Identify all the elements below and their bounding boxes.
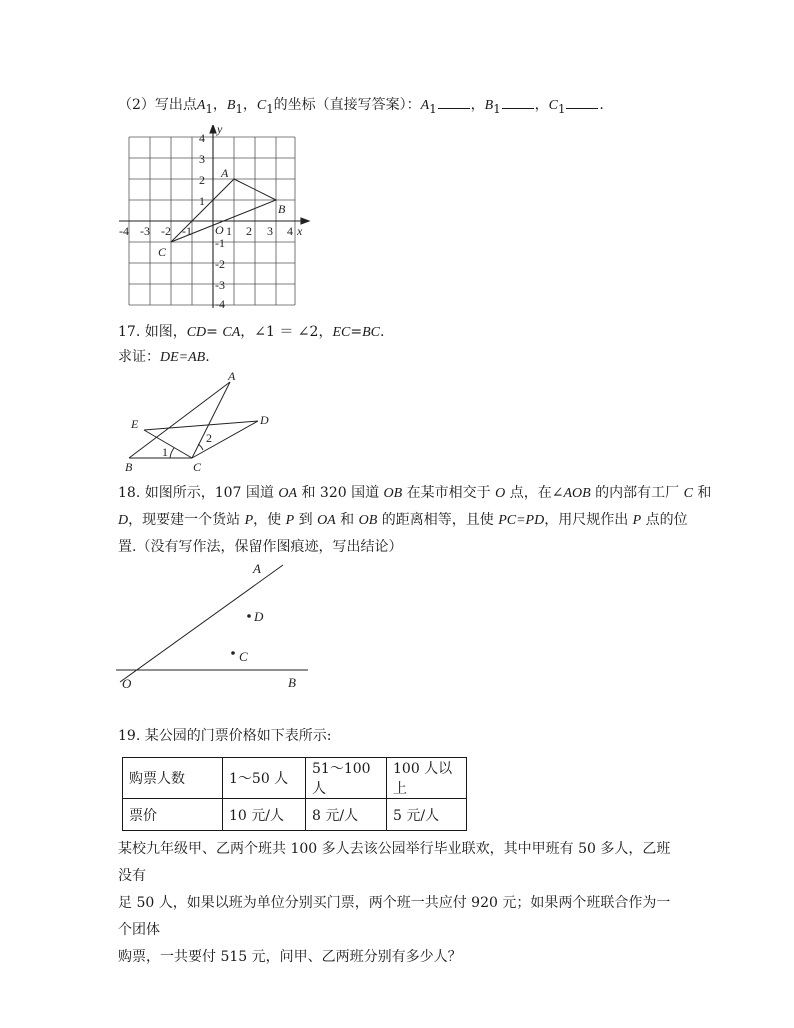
table-cell: 1～50 人 <box>223 758 306 799</box>
y-tick: 2 <box>199 173 205 187</box>
text: ，用尺规作出 <box>544 512 633 528</box>
text: 点的位 <box>641 512 688 528</box>
fig17-label-e: E <box>131 417 139 431</box>
prove-label: 求证： <box>118 349 160 365</box>
q17-line <box>118 321 384 341</box>
fig18-label-c: C <box>239 649 248 664</box>
q18-line-3 <box>118 536 402 556</box>
y-tick: 3 <box>199 152 205 166</box>
fig17-label-c: C <box>193 460 202 474</box>
point-p: P <box>244 513 254 528</box>
x-tick: -4 <box>119 224 129 238</box>
x-tick: -3 <box>140 224 150 238</box>
road-oa: OA <box>317 513 336 528</box>
point-p: P <box>285 513 295 528</box>
end-dot: . <box>379 324 385 340</box>
q17-number: 17. 如图， <box>118 324 187 340</box>
x-tick: 4 <box>287 224 293 238</box>
point-o: O <box>495 486 506 501</box>
y-axis-label: y <box>217 125 223 136</box>
y-tick: 1 <box>199 194 205 208</box>
sep: ， <box>240 324 255 340</box>
text: 和 320 国道 <box>297 485 384 501</box>
prove-goal: DE=AB <box>160 350 206 365</box>
table-row <box>123 799 467 831</box>
pt-b: B <box>226 98 236 113</box>
answer-blank-a1[interactable] <box>438 96 470 109</box>
fig18-label-o: O <box>122 676 132 691</box>
sep: ， <box>470 97 485 113</box>
para-line: 足 50 人，如果以班为单位分别买门票，两个班一共应付 920 元；如果两个班联合作为一个团体 <box>118 895 671 938</box>
fig17-label-a: A <box>228 370 236 383</box>
coordinate-grid-figure <box>115 125 315 310</box>
answer-blank-b1[interactable] <box>502 96 534 109</box>
fig17-label-b: B <box>125 460 133 474</box>
y-tick: -1 <box>215 236 225 250</box>
pt-a: A <box>196 98 206 113</box>
point-c-label: C <box>158 245 167 259</box>
fig17-label-d: D <box>260 413 269 427</box>
y-tick: -3 <box>215 278 225 292</box>
sep: ， <box>534 97 549 113</box>
sub-1: 1 <box>235 101 243 116</box>
q17-prove-line <box>118 346 210 366</box>
q18-figure <box>112 560 312 695</box>
q16-mid: 的坐标（直接写答案）： <box>273 97 421 113</box>
cond-pc-pd: PC=PD <box>498 513 545 528</box>
ticket-price-table <box>122 757 467 831</box>
fig18-label-a: A <box>253 561 261 576</box>
road-ob: OB <box>383 486 403 501</box>
x-tick: 2 <box>246 224 252 238</box>
fig17-angle-1: 1 <box>162 445 168 459</box>
x-tick: 1 <box>226 224 232 238</box>
table-cell: 票价 <box>123 799 223 831</box>
text: 18. 如图所示，107 国道 <box>118 485 279 501</box>
x-tick: -2 <box>161 224 171 238</box>
x-axis-label: x <box>297 224 303 238</box>
text: 置.（没有写作法，保留作图痕迹，写出结论） <box>118 539 403 555</box>
fig18-label-d: D <box>254 609 264 624</box>
sub-1: 1 <box>266 101 274 116</box>
table-cell: 51～100 人 <box>306 758 387 799</box>
end-dot: . <box>205 349 210 365</box>
eq: = <box>206 324 223 340</box>
text: 到 <box>294 512 318 528</box>
answer-blank-c1[interactable] <box>566 96 598 109</box>
sub-1: 1 <box>493 101 501 116</box>
x-tick: -1 <box>182 224 192 238</box>
angle-aob: AOB <box>563 486 591 501</box>
seg-ca: CA <box>222 325 241 340</box>
y-tick: 4 <box>199 131 205 145</box>
road-ob: OB <box>358 513 378 528</box>
q18-line-2 <box>118 509 688 529</box>
text: 和 <box>692 485 712 501</box>
q16-prefix: （2）写出点 <box>118 97 197 113</box>
fig17-angle-2: 2 <box>206 431 212 445</box>
ans-b-label: B <box>484 98 494 113</box>
seg-cd: CD <box>186 325 207 340</box>
sep: ， <box>242 97 257 113</box>
end-dot: . <box>599 97 604 113</box>
point-b-label: B <box>278 202 286 216</box>
axes <box>119 125 309 308</box>
eq: = <box>350 324 363 340</box>
text: ，使 <box>253 512 286 528</box>
seg-ec: EC <box>332 325 351 340</box>
table-cell: 8 元/人 <box>306 799 387 831</box>
ans-c-label: C <box>548 98 558 113</box>
seg-bc: BC <box>362 325 380 340</box>
text: 和 <box>335 512 359 528</box>
x-tick: 3 <box>267 224 273 238</box>
q16-part2-line <box>118 94 604 116</box>
fig18-label-b: B <box>288 675 296 690</box>
text: 的距离相等，且使 <box>377 512 499 528</box>
angle-cond: ∠1 ＝ ∠2 <box>254 324 319 340</box>
point-c: C <box>683 486 693 501</box>
text: 点，在∠ <box>505 485 564 501</box>
text: ，现要建一个货站 <box>128 512 245 528</box>
para-line: 购票，一共要付 515 元，问甲、乙两班分别有多少人？ <box>118 949 462 965</box>
sub-1: 1 <box>429 101 437 116</box>
pt-c: C <box>256 98 267 113</box>
table-cell: 100 人以上 <box>387 758 467 799</box>
sub-1: 1 <box>205 101 213 116</box>
text: 的内部有工厂 <box>590 485 684 501</box>
point-p: P <box>632 513 642 528</box>
point-c-dot <box>231 651 235 655</box>
origin-label: O <box>215 223 224 237</box>
point-a-label: A <box>221 166 229 180</box>
ans-a-label: A <box>420 98 430 113</box>
road-oa: OA <box>278 486 298 501</box>
y-tick: -2 <box>215 257 225 271</box>
sub-1: 1 <box>557 101 566 116</box>
para-line: 某校九年级甲、乙两个班共 100 多人去该公园举行毕业联欢，其中甲班有 50 多人，乙班没有 <box>118 841 671 884</box>
sep: ， <box>212 97 227 113</box>
table-cell: 10 元/人 <box>223 799 306 831</box>
table-row <box>123 758 467 799</box>
point-d-dot <box>247 614 251 618</box>
text: 在某市相交于 <box>402 485 496 501</box>
point-d: D <box>118 513 129 528</box>
q17-figure <box>120 370 280 475</box>
text: 19. 某公园的门票价格如下表所示: <box>118 728 332 744</box>
q18-line-1 <box>118 482 711 502</box>
table-cell: 购票人数 <box>123 758 223 799</box>
y-tick: -4 <box>215 297 225 310</box>
q19-title <box>118 725 331 745</box>
q19-paragraph <box>118 836 678 971</box>
table-cell: 5 元/人 <box>387 799 467 831</box>
sep: ， <box>318 324 333 340</box>
